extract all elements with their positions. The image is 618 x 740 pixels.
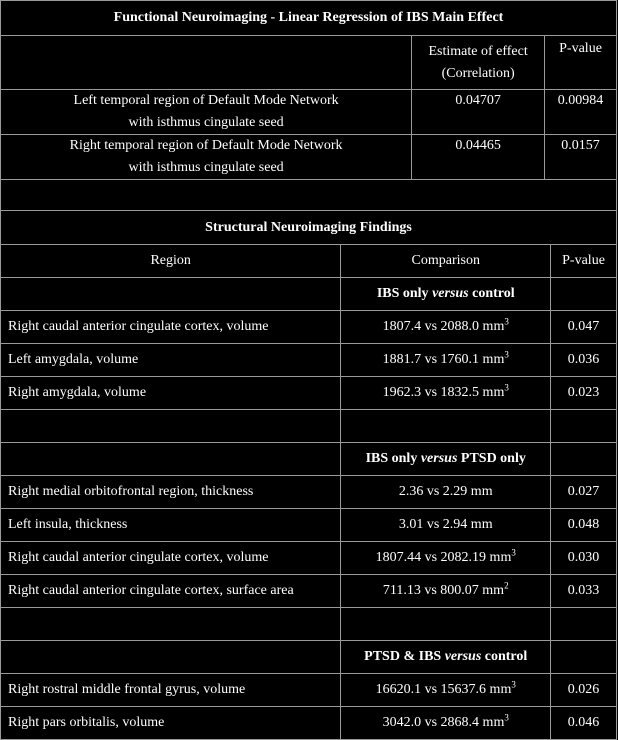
table-row (1, 377, 617, 410)
comparison-cell: 1807.44 vs 2082.19 $mm^3$ (341, 542, 551, 575)
region-cell: Right rostral middle frontal gyrus, volume (1, 674, 341, 707)
pvalue-cell: 0.026 (551, 674, 617, 707)
region-cell: Right medial orbitofrontal region, thickness (1, 476, 341, 509)
pvalue-cell: 0.027 (551, 476, 617, 509)
functional-header-pvalue: P-value (545, 36, 617, 90)
structural-table (0, 210, 617, 740)
region-cell: Right caudal anterior cingulate cortex, surface area (1, 575, 341, 608)
pvalue-cell: 0.046 (551, 707, 617, 740)
pvalue-cell: 0.023 (551, 377, 617, 410)
comparison-cell: 2.36 vs 2.29 mm (341, 476, 551, 509)
group-header-ptsd-ibs-vs-control: PTSD & IBS versus control (341, 641, 551, 674)
comparison-cell: 3042.0 vs 2868.4 $mm^3$ (341, 707, 551, 740)
functional-header-estimate-line1: Estimate of effect (428, 43, 528, 59)
comparison-cell: 1881.7 vs 1760.1 $mm^3$ (341, 344, 551, 377)
pvalue-cell: 0.030 (551, 542, 617, 575)
region-cell: Left amygdala, volume (1, 344, 341, 377)
table-row (1, 90, 617, 135)
group-header-row (1, 443, 617, 476)
group-header-row (1, 278, 617, 311)
spacer-row (1, 608, 617, 641)
comparison-cell: 1962.3 vs 1832.5 $mm^3$ (341, 377, 551, 410)
region-line2: with isthmus cingulate seed (128, 115, 284, 130)
functional-header-estimate (412, 36, 545, 90)
comparison-cell: 16620.1 vs 15637.6 $mm^3$ (341, 674, 551, 707)
region-line1: Right temporal region of Default Mode Network (69, 138, 343, 153)
comparison-cell: 3.01 vs 2.94 mm (341, 509, 551, 542)
functional-header-estimate-line2: (Correlation) (441, 65, 515, 81)
pvalue-cell: 0.033 (551, 575, 617, 608)
functional-table (0, 0, 617, 213)
table-row (1, 707, 617, 740)
table-row (1, 575, 617, 608)
group-header-ibs-vs-control: IBS only versus control (341, 278, 551, 311)
functional-spacer-row (1, 180, 617, 213)
pvalue-cell: 0.0157 (545, 135, 617, 180)
table-row (1, 476, 617, 509)
region-cell: Right caudal anterior cingulate cortex, volume (1, 542, 341, 575)
structural-header-pvalue: P-value (551, 245, 617, 278)
region-cell: Right amygdala, volume (1, 377, 341, 410)
pvalue-cell: 0.00984 (545, 90, 617, 135)
functional-header-region (1, 36, 412, 90)
group-header-ibs-vs-ptsd: IBS only versus PTSD only (341, 443, 551, 476)
structural-title: Structural Neuroimaging Findings (1, 211, 617, 245)
table-row (1, 542, 617, 575)
table-row (1, 311, 617, 344)
region-cell: Right pars orbitalis, volume (1, 707, 341, 740)
estimate-cell: 0.04465 (412, 135, 545, 180)
region-line1: Left temporal region of Default Mode Network (73, 93, 339, 108)
comparison-cell: 1807.4 vs 2088.0 $mm^3$ (341, 311, 551, 344)
pvalue-cell: 0.048 (551, 509, 617, 542)
group-header-row (1, 641, 617, 674)
functional-region-cell (1, 135, 412, 180)
table-row (1, 674, 617, 707)
table-row (1, 135, 617, 180)
pvalue-cell: 0.036 (551, 344, 617, 377)
region-line2: with isthmus cingulate seed (128, 160, 284, 175)
table-row (1, 344, 617, 377)
table-row (1, 509, 617, 542)
functional-region-cell (1, 90, 412, 135)
structural-header-comparison: Comparison (341, 245, 551, 278)
region-cell: Right caudal anterior cingulate cortex, volume (1, 311, 341, 344)
pvalue-cell: 0.047 (551, 311, 617, 344)
spacer-row (1, 410, 617, 443)
estimate-cell: 0.04707 (412, 90, 545, 135)
region-cell: Left insula, thickness (1, 509, 341, 542)
structural-header-region: Region (1, 245, 341, 278)
comparison-cell: 711.13 vs 800.07 $mm^2$ (341, 575, 551, 608)
functional-title: Functional Neuroimaging - Linear Regression of IBS Main Effect (1, 1, 617, 36)
